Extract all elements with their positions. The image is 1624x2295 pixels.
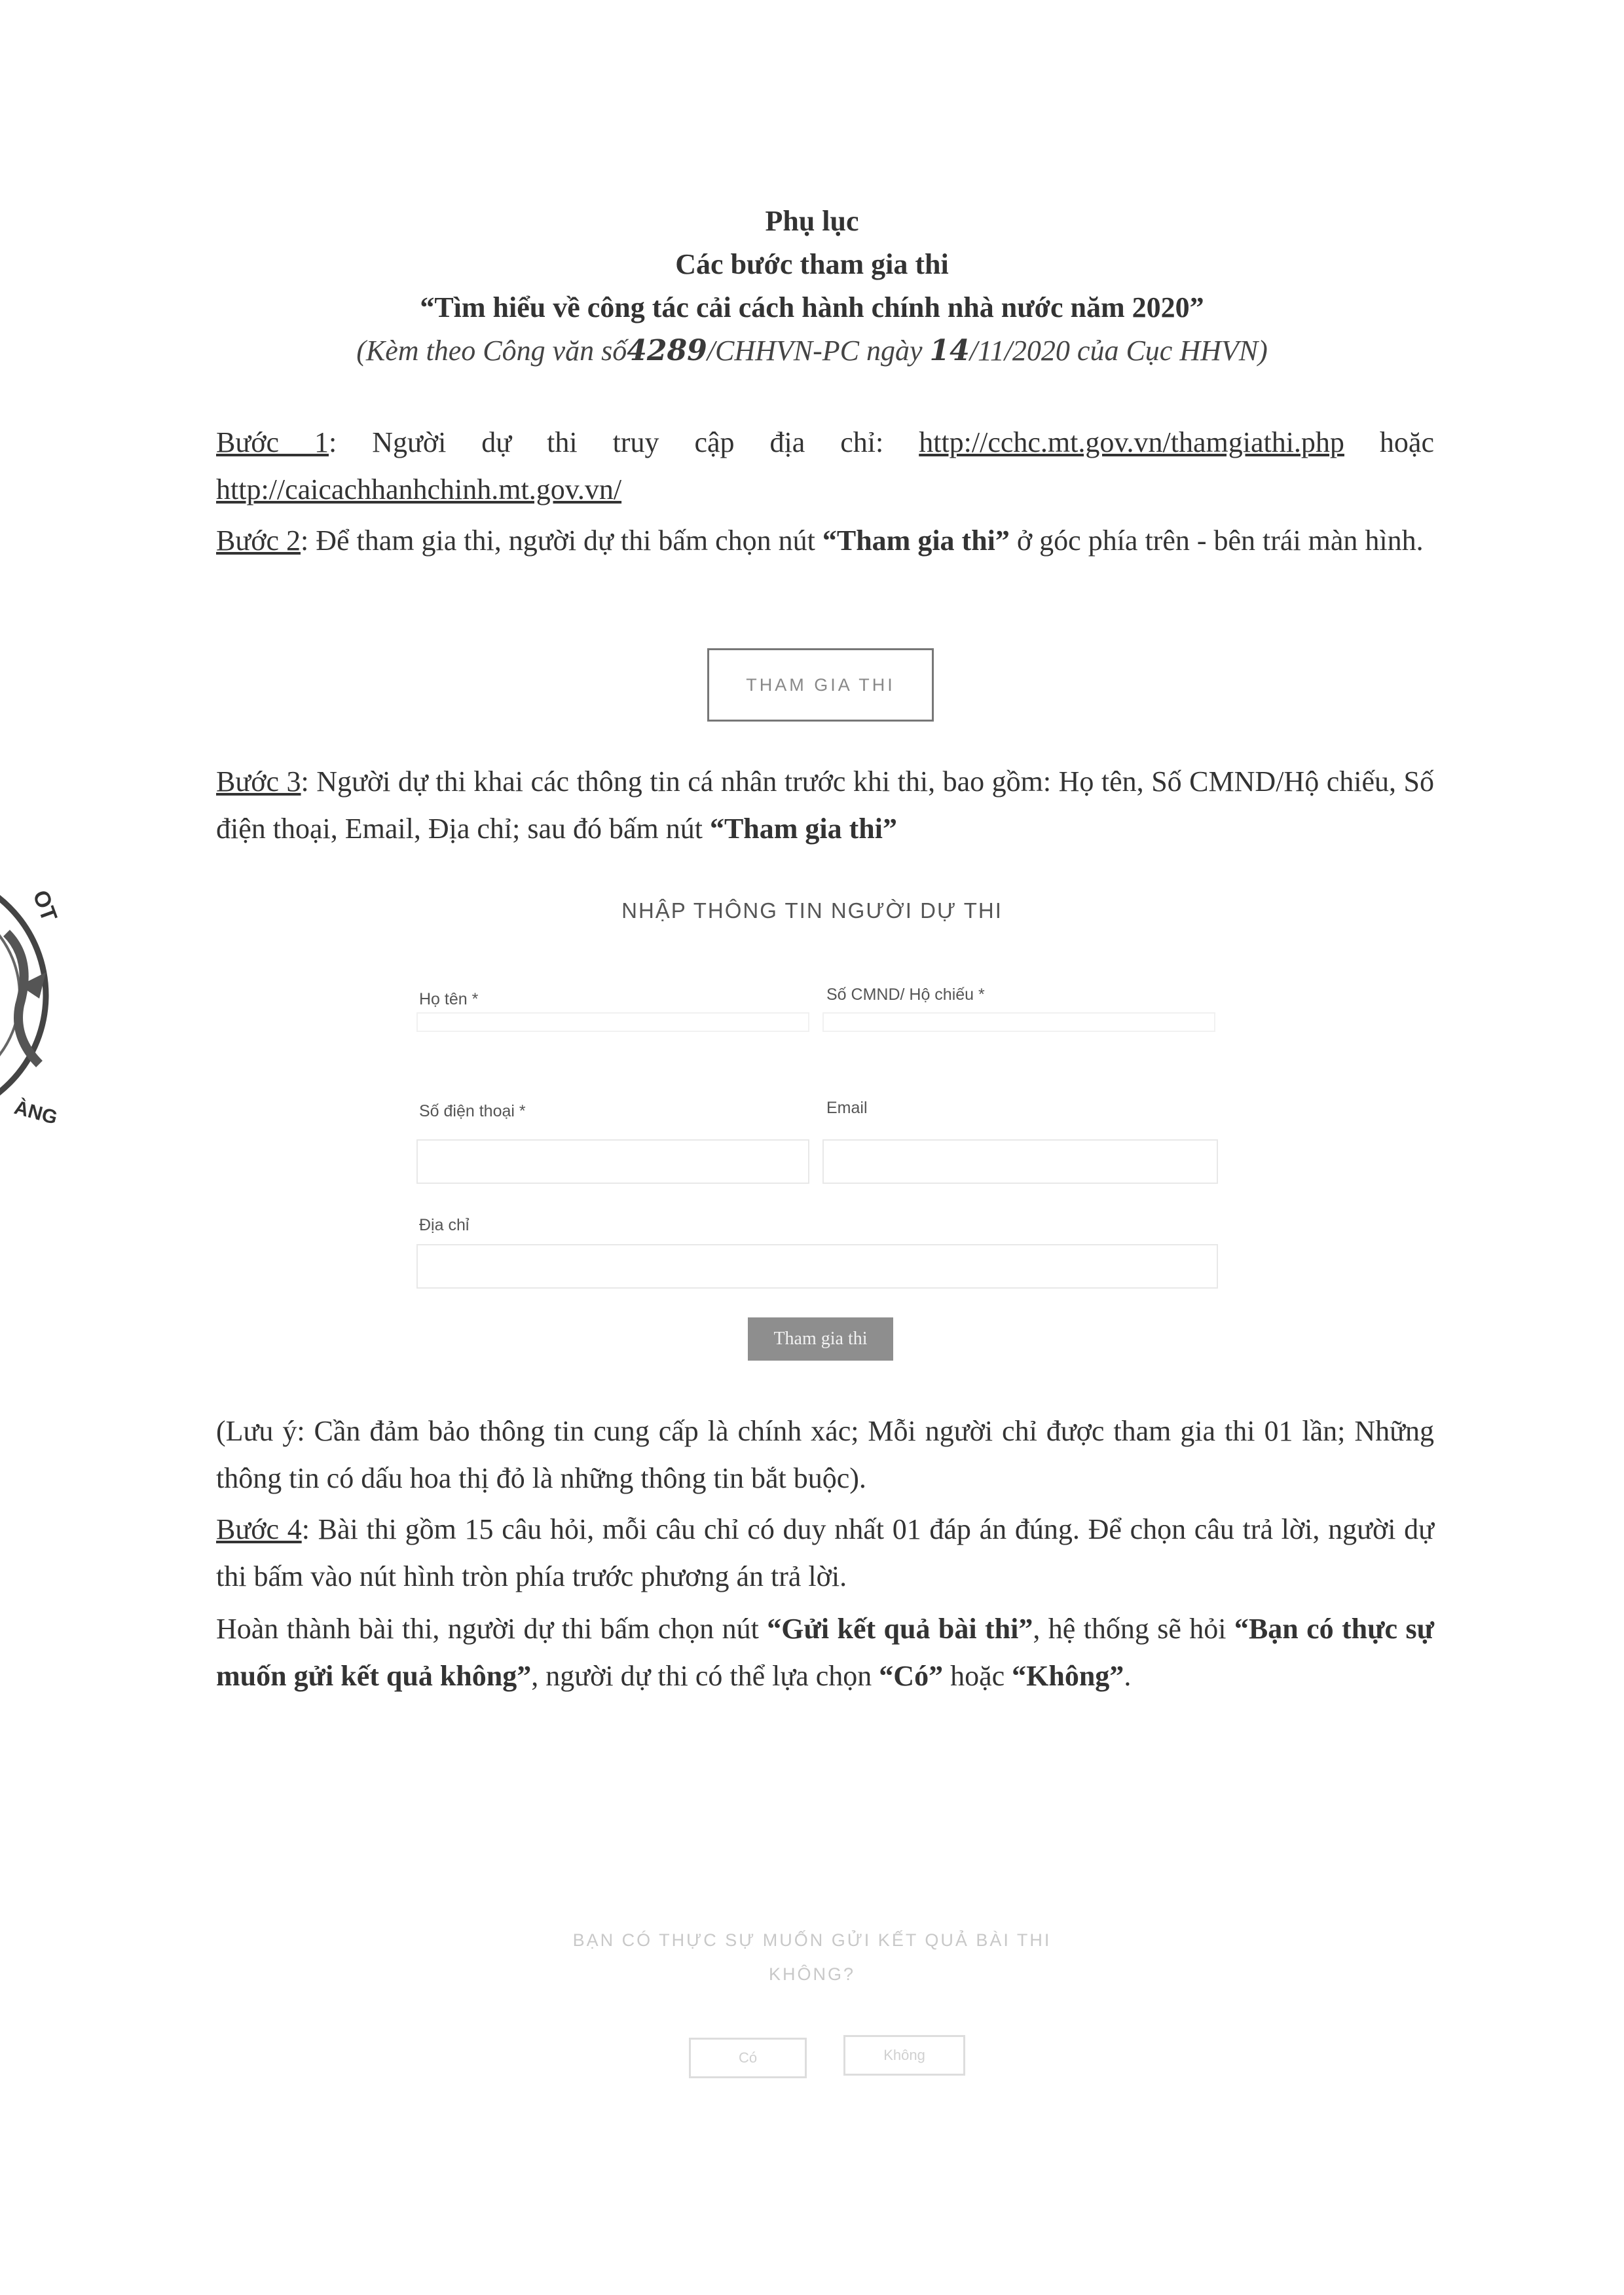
step-1-paragraph: Bước 1: Người dự thi truy cập địa chỉ: http://cchc.mt.gov.vn/thamgiathi.php hoặc http://caicachhanhchinh.mt.gov.vn/ bbox=[216, 426, 1434, 505]
contest-title: “Tìm hiểu về công tác cải cách hành chính nhà nước năm 2020” bbox=[420, 291, 1204, 323]
id-number-field[interactable] bbox=[822, 1012, 1215, 1032]
contest-link-1[interactable]: http://cchc.mt.gov.vn/thamgiathi.php bbox=[919, 426, 1344, 458]
appendix-title: Phụ lục bbox=[765, 205, 859, 237]
stamp-text-top: OT bbox=[28, 887, 62, 925]
stamp-text-bottom: ÀNG bbox=[12, 1096, 60, 1129]
submit-join-button[interactable]: Tham gia thi bbox=[748, 1317, 893, 1361]
step-3-label: Bước 3 bbox=[216, 765, 301, 798]
address-label: Địa chỉ bbox=[419, 1216, 470, 1234]
join-contest-button[interactable]: THAM GIA THI bbox=[707, 648, 934, 722]
form-title: NHẬP THÔNG TIN NGƯỜI DỰ THI bbox=[621, 898, 1003, 923]
reference-line: (Kèm theo Công văn số4289/CHHVN-PC ngày 14/11/2020 của Cục HHVN) bbox=[356, 334, 1268, 367]
step-2-label: Bước 2 bbox=[216, 524, 301, 557]
phone-label: Số điện thoại * bbox=[419, 1102, 526, 1120]
final-paragraph: Hoàn thành bài thi, người dự thi bấm chọn nút “Gửi kết quả bài thi”, hệ thống sẽ hỏi “Bạn có thực sự muốn gửi kết quả không”, người dự thi có thể lựa chọn “Có” hoặc “Không”. bbox=[216, 1613, 1434, 1692]
step-4-label: Bước 4 bbox=[216, 1513, 302, 1545]
step-3-paragraph: Bước 3: Người dự thi khai các thông tin cá nhân trước khi thi, bao gồm: Họ tên, Số CMND/Hộ chiếu, Số điện thoại, Email, Địa chỉ; sau đó bấm nút “Tham gia thi” bbox=[216, 765, 1434, 845]
email-field[interactable] bbox=[822, 1139, 1218, 1184]
handwritten-day: 14 bbox=[929, 334, 970, 367]
note-paragraph: (Lưu ý: Cần đảm bảo thông tin cung cấp là chính xác; Mỗi người chỉ được tham gia thi 01 lần; Những thông tin có dấu hoa thị đỏ là những thông tin bắt buộc). bbox=[216, 1415, 1434, 1494]
email-label: Email bbox=[826, 1099, 868, 1117]
id-number-label: Số CMND/ Hộ chiếu * bbox=[826, 985, 985, 1004]
phone-field[interactable] bbox=[416, 1139, 809, 1184]
confirm-dialog-question: BẠN CÓ THỰC SỰ MUỐN GỬI KẾT QUẢ BÀI THI bbox=[572, 1930, 1052, 1950]
stamp-fragment bbox=[0, 854, 98, 1136]
step-2-paragraph: Bước 2: Để tham gia thi, người dự thi bấm chọn nút “Tham gia thi” ở góc phía trên - bên trái màn hình. bbox=[216, 524, 1424, 557]
step-1-label: Bước 1 bbox=[216, 426, 329, 458]
contest-link-2[interactable]: http://caicachhanhchinh.mt.gov.vn/ bbox=[216, 473, 622, 505]
handwritten-doc-number: 4289 bbox=[627, 334, 707, 367]
address-field[interactable] bbox=[416, 1244, 1218, 1289]
fullname-field[interactable] bbox=[416, 1012, 809, 1032]
steps-title: Các bước tham gia thi bbox=[675, 248, 949, 280]
confirm-yes-button[interactable]: Có bbox=[689, 2038, 807, 2078]
confirm-dialog-question-line2: KHÔNG? bbox=[768, 1964, 856, 1984]
step-4-paragraph: Bước 4: Bài thi gồm 15 câu hỏi, mỗi câu chỉ có duy nhất 01 đáp án đúng. Để chọn câu trả lời, người dự thi bấm vào nút hình tròn phía trước phương án trả lời. bbox=[216, 1513, 1434, 1592]
fullname-label: Họ tên * bbox=[419, 990, 479, 1008]
confirm-no-button[interactable]: Không bbox=[843, 2035, 965, 2076]
